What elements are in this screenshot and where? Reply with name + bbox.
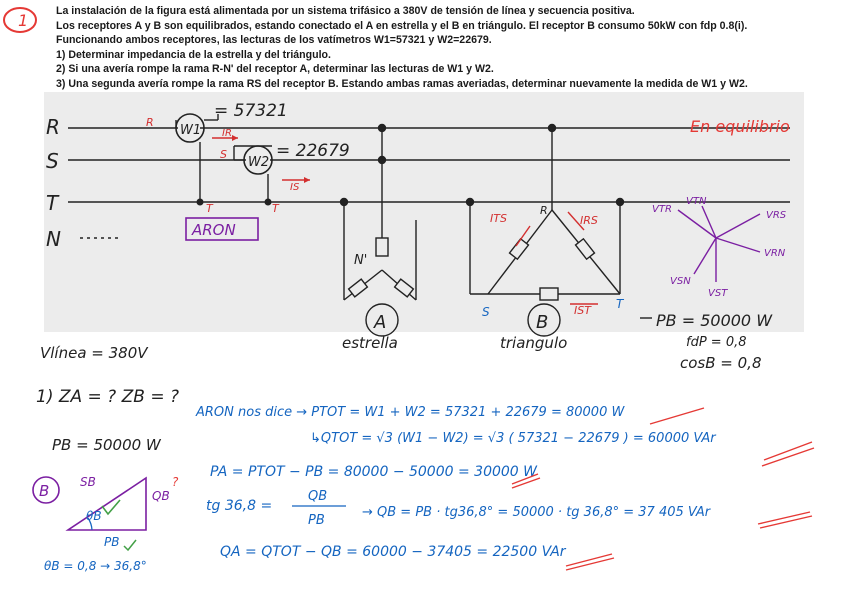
question-1: 1) ZA = ? ZB = ? — [36, 387, 179, 407]
aron-equation: ARON nos dice → PTOT = W1 + W2 = 57321 + 22679 = 80000 W — [196, 405, 625, 420]
w2-label: W2 — [248, 155, 270, 170]
problem-number: 1 — [18, 11, 29, 30]
w2-tag-s: S — [220, 148, 227, 161]
w2-reading: = 22679 — [276, 141, 350, 161]
label-s: S — [46, 149, 59, 173]
angle-note: θB = 0,8 → 36,8° — [44, 559, 147, 573]
given-cos: cosB = 0,8 — [680, 354, 762, 372]
triangle-pb: PB — [104, 535, 120, 549]
star-caption: estrella — [342, 334, 398, 352]
given-fdp: fdP = 0,8 — [686, 335, 747, 350]
w2-tag-t: T — [272, 202, 279, 215]
phasor-vrs: VRS — [766, 210, 787, 221]
phasor-vst: VST — [708, 288, 728, 299]
delta-node-s: S — [482, 305, 490, 319]
w1-current: IR — [222, 128, 232, 139]
problem-line: 2) Si una avería rompe la rama R-N' del receptor A, determinar las lecturas de W1 y W2. — [56, 63, 494, 76]
w1-label: W1 — [180, 123, 202, 138]
star-label: A — [374, 312, 387, 333]
phasor-vtr: VTR — [652, 204, 672, 215]
w1-tag-t: T — [206, 202, 213, 215]
problem-line: Funcionando ambos receptores, las lecturas de los vatímetros W1=57321 y W2=22679. — [56, 34, 492, 47]
w1-tag-r: R — [146, 116, 154, 129]
delta-node-r: R — [540, 204, 548, 217]
tg-den: PB — [308, 513, 325, 528]
triangle-theta: θB — [86, 509, 102, 523]
aron-label: ARON — [192, 221, 236, 239]
tg-lhs: tg 36,8 = — [206, 498, 273, 514]
phasor-title: En equilibrio — [690, 117, 790, 136]
label-n: N — [46, 227, 61, 251]
triangle-sb: SB — [80, 475, 96, 489]
delta-node-t: T — [616, 297, 624, 311]
delta-caption: triangulo — [500, 334, 568, 352]
triangle-qmark: ? — [172, 475, 179, 489]
delta-current-st: IST — [574, 304, 591, 317]
pb-note: PB = 50000 W — [52, 436, 161, 454]
phasor-vsn: VSN — [670, 276, 691, 287]
star-neutral-label: N' — [354, 253, 368, 268]
delta-current-rs: IRS — [580, 214, 598, 227]
vline-note: Vlínea = 380V — [40, 344, 148, 362]
w2-current: IS — [290, 182, 300, 193]
tg-rhs: → QB = PB · tg36,8° = 50000 · tg 36,8° = 37 405 VAr — [362, 505, 711, 520]
q-equation: ↳QTOT = √3 (W1 − W2) = √3 ( 57321 − 22679 ) = 60000 VAr — [310, 431, 716, 446]
delta-label: B — [536, 312, 549, 333]
problem-line: 1) Determinar impedancia de la estrella y del triángulo. — [56, 48, 331, 61]
delta-current-ts: ITS — [490, 212, 507, 225]
pa-equation: PA = PTOT − PB = 80000 − 50000 = 30000 W — [210, 464, 537, 480]
problem-line: Los receptores A y B son equilibrados, estando conectado el A en estrella y el B en triángulo. El receptor B consumo 50kW con fdp 0.8(i). — [56, 19, 748, 32]
given-pb: PB = 50000 W — [656, 311, 773, 330]
triangle-qb: QB — [152, 489, 170, 503]
tg-num: QB — [308, 489, 328, 504]
phasor-vtn: VTN — [686, 196, 707, 207]
phasor-vrn: VRN — [764, 248, 786, 259]
w1-reading: = 57321 — [214, 101, 288, 121]
label-r: R — [46, 115, 60, 139]
problem-line: La instalación de la figura está alimentada por un sistema trifásico a 380V de tensión de línea y secuencia positiva. — [56, 5, 635, 17]
triangle-badge-label: B — [39, 482, 50, 500]
problem-line: 3) Una segunda avería rompe la rama RS del receptor B. Estando ambas ramas averiadas, determinar nuevamente la medida de W1 y W2. — [56, 77, 748, 90]
qa-equation: QA = QTOT − QB = 60000 − 37405 = 22500 VAr — [220, 544, 566, 560]
label-t: T — [46, 191, 59, 215]
